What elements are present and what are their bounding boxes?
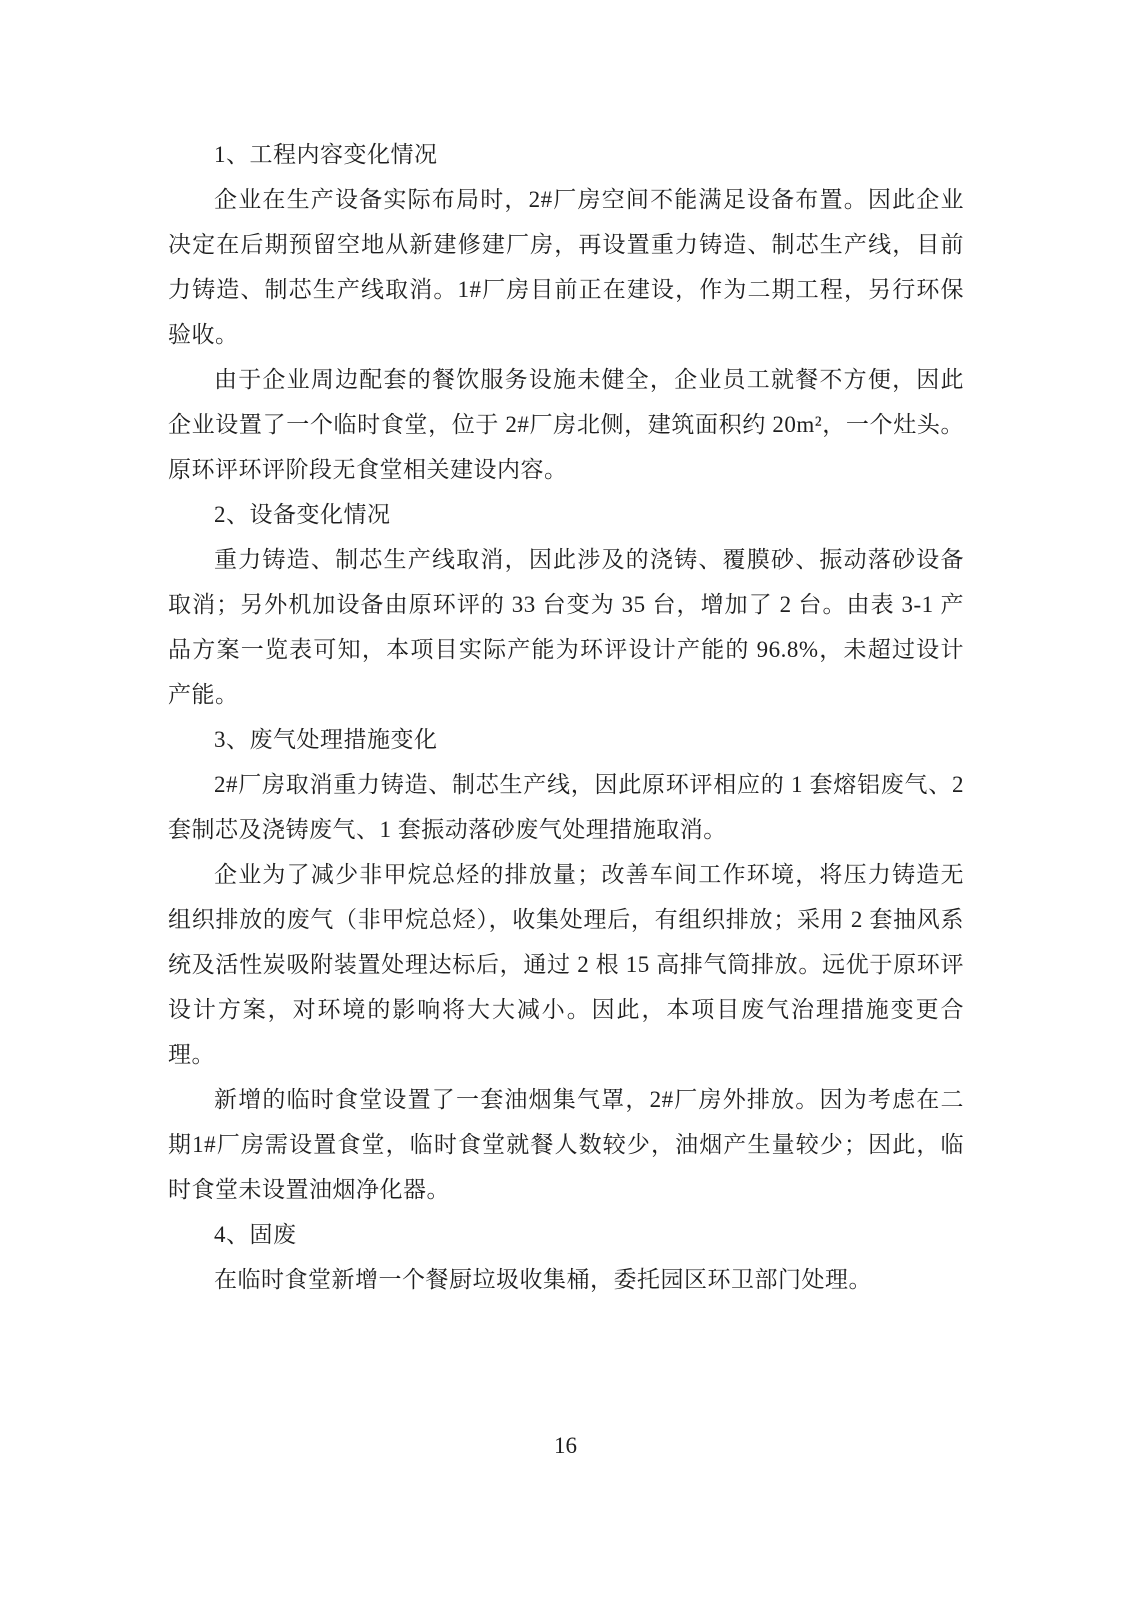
paragraph-project-changes: 企业在生产设备实际布局时，2#厂房空间不能满足设备布置。因此企业决定在后期预留空地从新建修建厂房，再设置重力铸造、制芯生产线，目前力铸造、制芯生产线取消。1#厂房目前正在建设，作为二期工程，另行环保验收。 bbox=[168, 187, 964, 347]
paragraph-canteen: 由于企业周边配套的餐饮服务设施未健全，企业员工就餐不方便，因此企业设置了一个临时食堂，位于 2#厂房北侧，建筑面积约 20m²，一个灶头。原环评环评阶段无食堂相关建设内容。 bbox=[168, 367, 964, 482]
paragraph-canteen-fume: 新增的临时食堂设置了一套油烟集气罩，2#厂房外排放。因为考虑在二期1#厂房需设置食堂，临时食堂就餐人数较少，油烟产生量较少；因此，临时食堂未设置油烟净化器。 bbox=[168, 1087, 964, 1202]
paragraph-waste-gas-treatment: 企业为了减少非甲烷总烃的排放量；改善车间工作环境，将压力铸造无组织排放的废气（非甲烷总烃），收集处理后，有组织排放；采用 2 套抽风系统及活性炭吸附装置处理达标后，通过 2 根 15 高排气筒排放。远优于原环评设计方案，对环境的影响将大大减小。因此，本项目废气治理措施变更合理。 bbox=[168, 862, 964, 1067]
page-number: 16 bbox=[554, 1433, 577, 1458]
section-heading-1: 1、工程内容变化情况 bbox=[214, 142, 438, 167]
section-heading-2: 2、设备变化情况 bbox=[214, 502, 391, 527]
paragraph-solid-waste: 在临时食堂新增一个餐厨垃圾收集桶，委托园区环卫部门处理。 bbox=[214, 1267, 872, 1292]
section-heading-3: 3、废气处理措施变化 bbox=[214, 727, 438, 752]
paragraph-waste-gas-cancel: 2#厂房取消重力铸造、制芯生产线，因此原环评相应的 1 套熔铝废气、2 套制芯及浇铸废气、1 套振动落砂废气处理措施取消。 bbox=[168, 772, 964, 842]
section-heading-4: 4、固废 bbox=[214, 1222, 297, 1247]
paragraph-equipment-changes: 重力铸造、制芯生产线取消，因此涉及的浇铸、覆膜砂、振动落砂设备取消；另外机加设备由原环评的 33 台变为 35 台，增加了 2 台。由表 3-1 产品方案一览表可知，本项目实际产能为环评设计产能的 96.8%，未超过设计产能。 bbox=[168, 547, 964, 707]
document-body bbox=[168, 132, 964, 1302]
